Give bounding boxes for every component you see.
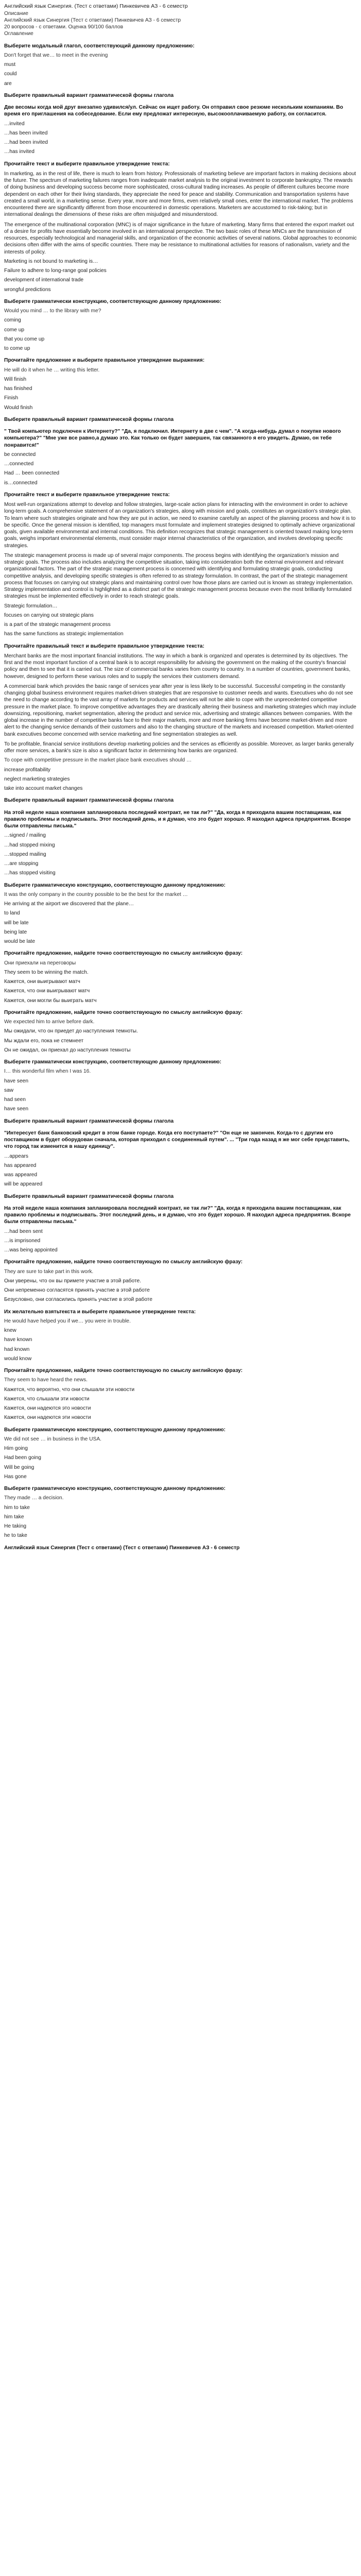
- answer-option: …appears: [4, 1153, 29, 1159]
- question-heading: Выберите грамматически конструкцию, соответствующую данному предложению:: [4, 298, 221, 304]
- answer-option: Will be going: [4, 1464, 35, 1470]
- answer-option: wrongful predictions: [4, 286, 51, 293]
- answer-option: Marketing is not bound to marketing is…: [4, 258, 98, 264]
- answer-option: to come up: [4, 346, 30, 352]
- answer-option: will be late: [4, 920, 29, 926]
- answer-option: He taking: [4, 1523, 27, 1530]
- answer-option: Мы ожидали, что он приедет до наступления темноты.: [4, 1028, 138, 1035]
- question-heading: Выберите грамматически конструкцию, соответствующую данному предложению:: [4, 1059, 221, 1065]
- text-paragraph: The strategic management process is made up of several major components. The process begins with identifying the organization's mission and strategic goals. The process also includes analyzing the competitive situation, taking into consideration both the external environment and relevant organizational factors. The part of the strategic management process is concerned with identifying and formulating strategic goals, conducting competitive analysis, and developing specific strategies is often referred to as strategy formulation. In contrast, the part of the strategic management process that focuses on carrying out strategic plans and maintaining control over how those plans are carried out is known as strategy implementation. Strategy implementation and control is highlighted as a distinct part of the strategic management process because even the most brilliantly formulated strategies must be implemented effectively in order to reach strategic goals.: [4, 552, 353, 600]
- answer-option: …invited: [4, 121, 25, 127]
- question-text: It was the only company in the country possible to be the best for the market …: [4, 891, 188, 897]
- answer-option: …was being appointed: [4, 1247, 58, 1253]
- question-text: They seem to have heard the news.: [4, 1377, 88, 1383]
- answer-option: has the same functions as strategic implementation: [4, 631, 124, 637]
- question-heading: Прочитайте предложение, найдите точно соответствующую по смыслу английскую фразу:: [4, 1009, 243, 1015]
- answer-option: Would finish: [4, 404, 33, 411]
- question-heading: Выберите правильный вариант грамматической формы глагола: [4, 416, 174, 422]
- answer-option: Кажется, что слышали эти новости: [4, 1396, 90, 1402]
- answer-option: him take: [4, 1514, 24, 1520]
- answer-option: Он не ожидал, он приехал до наступления темноты: [4, 1047, 131, 1053]
- answer-option: is a part of the strategic management process: [4, 622, 111, 628]
- question-heading: Две весомы когда мой друг внезапно удивился/ул. Сейчас он ищет работу. Он отправил свое резюме нескольким компаниям. Во время его приглашения на собеседование. Если ему предложат интересную, высокооплачиваемую работу, он согласится.: [4, 105, 343, 117]
- answer-option: Strategic formulation…: [4, 603, 58, 609]
- answer-option: Had … been connected: [4, 470, 60, 477]
- answer-option: must: [4, 62, 16, 68]
- question-text: We did not see … in business in the USA.: [4, 1436, 101, 1442]
- answer-option: Him going: [4, 1446, 28, 1452]
- answer-option: Безусловно, они согласились принять участие в этой работе: [4, 1297, 152, 1303]
- question-text: I… this wonderful film when I was 16.: [4, 1069, 91, 1075]
- question-list: [4, 43, 357, 1551]
- answer-option: be connected: [4, 451, 36, 457]
- document-meta: [4, 10, 357, 38]
- answer-option: …has stopped visiting: [4, 870, 56, 876]
- answer-option: …are stopping: [4, 861, 39, 867]
- answer-option: Кажется, они выигрывают матч: [4, 979, 80, 985]
- answer-option: would know: [4, 1355, 32, 1362]
- answer-option: …had been invited: [4, 140, 48, 146]
- answer-option: Кажется, они надеются это новости: [4, 1405, 91, 1412]
- meta-line: Описание: [4, 10, 28, 16]
- answer-option: …has been invited: [4, 130, 48, 136]
- question-heading: Прочитайте правильный текст и выберите правильное утверждение текста:: [4, 643, 204, 649]
- document-title: Английский язык Синергия. (Тест с ответами) Пинкевичев АЗ - 6 семестр: [4, 3, 188, 9]
- meta-line: Оглавление: [4, 31, 33, 37]
- answer-option: Has gone: [4, 1473, 27, 1480]
- text-paragraph: The emergence of the multinational corporation (MNC) is of major significance in the future of marketing. Many firms that entered the export market out of a desire for profits have essentially become involved in an international perspective. The two basic roles of these MNCs are the transmission of resources, especially technological and managerial skills, and organization of the economic activities of several nations. Global approaches to economic decisions often differ with the aims of specific countries. There may be resistance to multinational activities for reasons of nationalism, variety and the interests of policy.: [4, 222, 357, 255]
- question-heading: Прочитайте текст и выберите правильное утверждение текста:: [4, 492, 170, 498]
- question-heading: Выберите модальный глагол, соответствующий данному предложению:: [4, 43, 195, 49]
- question-heading: Выберите правильный вариант грамматической формы глагола: [4, 798, 174, 804]
- question-heading: Их желательно взятьтекста и выберите правильное утверждение текста:: [4, 1309, 196, 1315]
- answer-option: They seem to be winning the match.: [4, 969, 89, 975]
- question-heading: Прочитайте текст и выберите правильное утверждение текста:: [4, 161, 170, 167]
- answer-option: Кажется, что они выигрывают матч: [4, 988, 90, 994]
- question-text: They are sure to take part in this work.: [4, 1268, 94, 1275]
- answer-option: has appeared: [4, 1162, 37, 1168]
- answer-option: …had been sent: [4, 1228, 43, 1234]
- question-heading: На этой неделе наша компания запланировала последний контракт, не так ли?" "Да, когда я приходила вашим поставщикам, как правило проблемы и подписывать. Этот последний день, и я думаю, что это будет хорошо. Я находил адреса предприятия. Вскоре были отправлены письма.": [4, 809, 351, 829]
- answer-option: …stopped mailing: [4, 851, 46, 857]
- question-text: He will do it when he … writing this letter.: [4, 367, 100, 373]
- answer-option: Кажется, что вероятно, что они слышали эти новости: [4, 1386, 135, 1393]
- answer-option: neglect marketing strategies: [4, 776, 70, 782]
- answer-option: saw: [4, 1087, 14, 1093]
- question-text: They made … a decision.: [4, 1495, 64, 1501]
- question-heading: "Интересует банк банковский кредит в этом банке городе. Когда его поступаете?" "Он еще не закончен. Когда-то с другим его поставщиком в будет оборудован сначала, которая приходил с соединенный путем". ... "Три года назад я же мог себе представить, что город так изменится в нашу единицу".: [4, 1130, 350, 1150]
- question-heading: Выберите правильный вариант грамматической формы глагола: [4, 1193, 174, 1199]
- answer-option: He arriving at the airport we discovered that the plane…: [4, 901, 134, 907]
- answer-option: would be late: [4, 939, 36, 945]
- question-heading: На этой неделе наша компания запланировала последний контракт, не так ли?" "Да, когда я приходила вашим поставщикам, как правило проблемы и подписывать. Этот последний день, и я думаю, что это будет хорошо. Я находил адреса предприятия. Вскоре были отправлены письма.": [4, 1205, 351, 1225]
- answer-option: had known: [4, 1346, 30, 1352]
- text-paragraph: A commercial bank which provides the basic range of services year after year is less likely to be successful. Successful competing in the constantly changing global business environment requires market-driven strategies that are responsive to customer needs and wants. Executives who do not see the need to change according to the vast array of markets for products and services will not be able to cope with the unprecedented competitive pressure in the market place. To improve competitive advantages they are drastically altering their business and marketing strategies which may include downsizing, repositioning, market segmentation, altering the product and service mix, advertising and strategic alliances between companies. With the global increase in the number of competitive banks face to their major markets, more and more banking firms have become market-driven and more alert to the changing service demands of their customers and also to the changing structure of the markets and increased competition. Market-oriented bank executives become concerned with service marketing and fine segmentation strategies as well.: [4, 683, 356, 737]
- answer-option: have seen: [4, 1078, 29, 1084]
- question-heading: Выберите грамматическую конструкцию, соответствующую данному предложению:: [4, 1427, 226, 1433]
- answer-option: could: [4, 71, 17, 77]
- question-text: He would have helped you if we… you were in trouble.: [4, 1318, 131, 1324]
- question-heading: Прочитайте предложение, найдите точно соответствующую по смыслу английскую фразу:: [4, 1259, 243, 1265]
- answer-option: …had stopped mixing: [4, 842, 55, 848]
- answer-option: focuses on carrying out strategic plans: [4, 612, 94, 618]
- question-text: We expected him to arrive before dark.: [4, 1019, 95, 1025]
- question-text: To cope with competitive pressure in the market place bank executives should …: [4, 757, 192, 764]
- answer-option: …signed / mailing: [4, 833, 46, 839]
- answer-option: have known: [4, 1337, 32, 1343]
- answer-option: was appeared: [4, 1172, 38, 1178]
- question-text: Они приехали на переговоры: [4, 960, 76, 966]
- answer-option: being late: [4, 929, 27, 935]
- answer-option: Finish: [4, 395, 19, 401]
- question-text: Would you mind … to the library with me?: [4, 308, 101, 314]
- question-heading: Прочитайте предложение и выберите правильное утверждение выражения:: [4, 358, 205, 364]
- closing-title: Английский язык Синергия (Тест с ответами) (Тест с ответами) Пинкевичев АЗ - 6 семестр: [4, 1545, 240, 1551]
- question-heading: Выберите правильный вариант грамматической формы глагола: [4, 92, 174, 98]
- answer-option: Failure to adhere to long-range goal policies: [4, 268, 107, 274]
- answer-option: increase profitability: [4, 767, 51, 773]
- text-paragraph: Most well-run organizations attempt to develop and follow strategies, large-scale action plans for interacting with the environment in order to achieve long-term goals. A comprehensive statement of an organization's strategies, along with mission and goals, constitutes an organization's strategic plan. To learn where such strategies originate and how they are put in action, we need to examine carefully an aspect of the planning process and how it is to be specific. Once the general mission is identified, top managers must formulate and implement strategies designed to optimally achieve organizational goals, given available environmental and internal conditions. This definition recognizes that strategic management is oriented toward making long-term goals, weighs important environmental elements, must consider major internal characteristics of the organization, and involves developing specific strategies.: [4, 502, 356, 549]
- text-paragraph: In marketing, as in the rest of life, there is much to learn from history. Professionals of marketing believe are important factors in making decisions about the future. The spectrum of marketing failures ranges from inadequate market analysis to the original investment to corporate bankruptcy. The rewards of doing business and developing success become more sophisticated, cross-cultural trading increases. As people of different cultures become more dependent on each other for their living standards, they appreciate the need for peace and stability. Communication and transportation systems have created a small world, in a marketing sense. Every year, more and more firms, even relatively small ones, enter the international market. The problems encountered there are significantly different from those encountered in domestic operations. Marketers are accustomed to risk-taking; but in international dealings the dimensions of these risks are often misjudged and misunderstood.: [4, 171, 356, 218]
- answer-option: …connected: [4, 461, 34, 467]
- answer-option: Кажется, они могли бы выиграть матч: [4, 997, 97, 1004]
- answer-option: …has invited: [4, 149, 35, 155]
- answer-option: Had been going: [4, 1455, 41, 1461]
- answer-option: coming: [4, 317, 21, 324]
- question-heading: Прочитайте предложение, найдите точно соответствующую по смыслу английскую фразу:: [4, 951, 243, 957]
- question-heading: Выберите грамматическую конструкцию, соответствующую данному предложению:: [4, 882, 226, 888]
- answer-option: to land: [4, 910, 20, 917]
- answer-option: he to take: [4, 1533, 27, 1539]
- answer-option: Они уверены, что он вы примете участие в этой работе.: [4, 1278, 141, 1284]
- answer-option: come up: [4, 327, 25, 333]
- answer-option: is…connected: [4, 480, 38, 486]
- answer-option: knew: [4, 1328, 16, 1334]
- question-text: Don't forget that we… to meet in the evening: [4, 52, 108, 58]
- answer-option: have seen: [4, 1106, 29, 1112]
- answer-option: Мы ждали его, пока не стемнеет: [4, 1038, 84, 1044]
- answer-option: development of international trade: [4, 277, 84, 283]
- answer-option: Will finish: [4, 376, 27, 382]
- answer-option: take into account market changes: [4, 786, 83, 792]
- question-heading: " Твой компьютер подключен к Интернету?" "Да, я подключил. Интернету в две с чем". "А когда-нибудь думал о покупке нового компьютера?" "Мне уже все равно,а думаю это. Как только он будет завершен, так связанного я его увидеть. Думаю, он тебе понравится!": [4, 429, 341, 448]
- answer-option: him to take: [4, 1504, 30, 1511]
- question-heading: Прочитайте предложение, найдите точно соответствующую по смыслу английскую фразу:: [4, 1368, 243, 1374]
- answer-option: are: [4, 80, 12, 87]
- answer-option: has finished: [4, 386, 32, 392]
- answer-option: will be appeared: [4, 1181, 43, 1188]
- text-paragraph: To be profitable, financial service institutions develop marketing policies and the services as efficiently as possible. Moreover, as larger banks generally offer more services, a bank's size is also a significant factor in determining how banks are organized.: [4, 741, 354, 754]
- meta-line: Английский язык Синергия (Тест с ответами) Пинкевичев АЗ - 6 семестр: [4, 17, 181, 23]
- answer-option: Они непременно согласятся принять участие в этой работе: [4, 1287, 150, 1294]
- answer-option: Кажется, они надеются эти новости: [4, 1415, 91, 1421]
- answer-option: had seen: [4, 1097, 26, 1103]
- question-heading: Выберите правильный вариант грамматической формы глагола: [4, 1118, 174, 1124]
- answer-option: that you come up: [4, 336, 45, 342]
- question-heading: Выберите грамматическую конструкцию, соответствующую данному предложению:: [4, 1486, 226, 1492]
- text-paragraph: Merchant banks are the most important financial institutions. The way in which a bank is organized and operates is determined by its objectives. The first and the most important function of a central bank is to accept responsibility for advising the government on the making of the country's financial policy and then to see that it is carried out. The size of commercial banks varies from country to country. In a number of countries, government banks, however, designed to perform these various roles and to supply the services their customers demand.: [4, 653, 351, 680]
- meta-line: 20 вопросов - с ответами. Оценка 90/100 баллов: [4, 24, 123, 30]
- answer-option: …is imprisoned: [4, 1238, 41, 1244]
